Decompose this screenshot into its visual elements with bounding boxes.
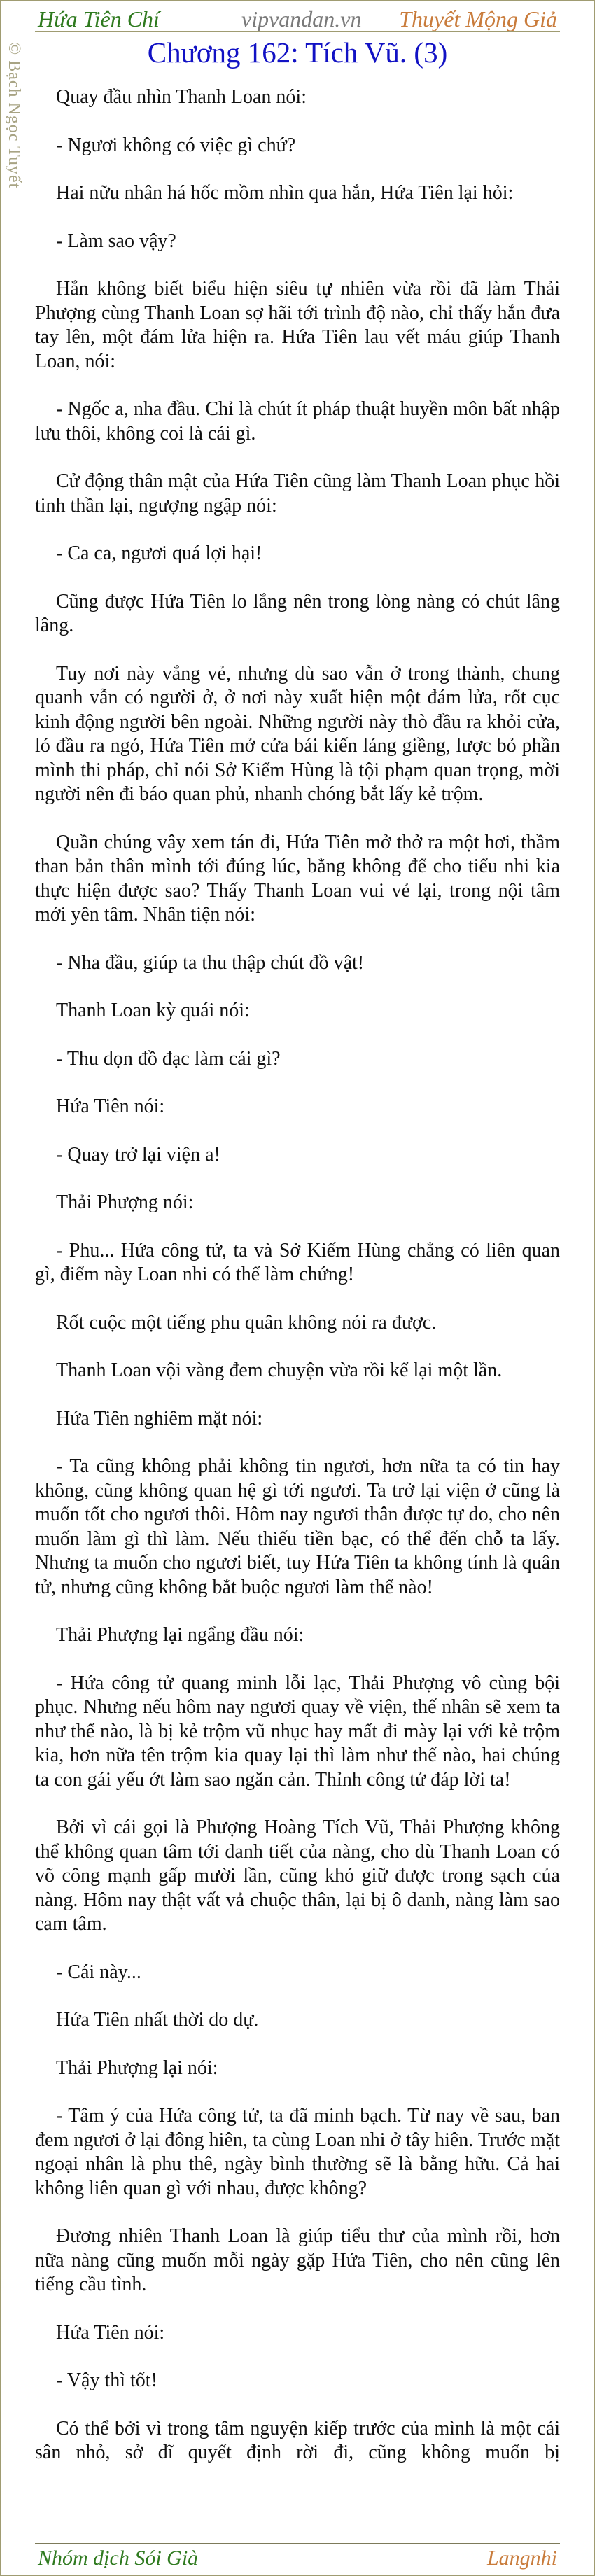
chapter-body <box>35 85 560 2543</box>
paragraph: Hứa Tiên nói: <box>56 2321 165 2344</box>
paragraph: - Ngốc a, nha đầu. Chỉ là chút ít pháp thuật huyền môn bất nhập lưu thôi, không coi là cái gì. <box>35 398 560 444</box>
paragraph: Cũng được Hứa Tiên lo lắng nên trong lòng nàng có chút lâng lâng. <box>35 590 560 636</box>
paragraph: - Thu dọn đồ đạc làm cái gì? <box>56 1047 281 1070</box>
book-title: Hứa Tiên Chí <box>38 6 160 31</box>
site-name: vipvandan.vn <box>241 6 362 31</box>
watermark-text: © Bạch Ngọc Tuyết <box>5 42 23 189</box>
paragraph: Thải Phượng lại nói: <box>56 2057 218 2079</box>
paragraph: - Vậy thì tốt! <box>56 2370 158 2391</box>
paragraph: Hứa Tiên nói: <box>56 1096 165 1117</box>
paragraph: Tuy nơi này vắng vẻ, nhưng dù sao vẫn ở trong thành, chung quanh vẫn có người ở, ở nơi này xuất hiện một đám lửa, rốt cục kinh động người bên ngoài. Những người này thò đầu ra khỏi cửa, ló đầu ra ngó, Hứa Tiên mở cửa bái kiến láng giềng, lược bỏ phần mình thi pháp, chỉ nói Sở Kiếm Hùng là tội phạm quan trọng, mời người nên đi báo quan phủ, nhanh chóng bắt lấy kẻ trộm. <box>35 662 560 805</box>
paragraph: - Tâm ý của Hứa công tử, ta đã minh bạch. Từ nay về sau, ban đem ngươi ở lại đông hiên, ta cùng Loan nhi ở tây hiên. Trước mặt ngoại nhân là phu thê, ngày bình thường sẽ là bằng hữu. Cả hai không liên quan gì với nhau, được không? <box>35 2105 560 2199</box>
paragraph: Quay đầu nhìn Thanh Loan nói: <box>56 86 307 108</box>
editor-name: Langnhi <box>486 2547 557 2570</box>
paragraph: Hứa Tiên nghiêm mặt nói: <box>56 1407 263 1429</box>
paragraph: - Quay trở lại viện a! <box>56 1143 220 1166</box>
paragraph: Thải Phượng lại ngẩng đầu nói: <box>56 1624 304 1646</box>
paragraph: Thải Phượng nói: <box>56 1191 194 1213</box>
paragraph: - Cái này... <box>56 1961 141 1983</box>
paragraph: Cử động thân mật của Hứa Tiên cũng làm Thanh Loan phục hồi tinh thần lại, ngượng ngập nói: <box>35 470 560 517</box>
paragraph: Hai nữu nhân há hốc mồm nhìn qua hắn, Hứa Tiên lại hỏi: <box>56 182 514 204</box>
paragraph: Bởi vì cái gọi là Phượng Hoàng Tích Vũ, Thải Phượng không thể không quan tâm tới danh tiết của nàng, cho dù Thanh Loan có võ công mạnh gấp mười lần, cũng khó giữ được trong sạch của nàng. Hôm nay thật vất vả chuộc thân, lại bị ô danh, nàng làm sao cam tâm. <box>35 1816 560 1935</box>
chapter-title: Chương 162: Tích Vũ. (3) <box>147 36 448 69</box>
paragraph: - Phu... Hứa công tử, ta và Sở Kiếm Hùng chẳng có liên quan gì, điểm này Loan nhi có thể làm chứng! <box>35 1239 560 1285</box>
paragraph: Thanh Loan kỳ quái nói: <box>56 1000 250 1021</box>
paragraph: Hứa Tiên nhất thời do dự. <box>56 2009 259 2031</box>
copyright-watermark <box>4 42 22 224</box>
paragraph: Rốt cuộc một tiếng phu quân không nói ra được. <box>56 1311 437 1334</box>
paragraph: Có thể bởi vì trong tâm nguyện kiếp trước của mình là một cái sân nhỏ, sở dĩ quyết định rời đi, cũng không muốn bị <box>35 2417 560 2463</box>
paragraph: Thanh Loan vội vàng đem chuyện vừa rồi kể lại một lần. <box>56 1359 503 1381</box>
page-footer <box>35 2543 560 2572</box>
translator-group: Nhóm dịch Sói Già <box>38 2547 199 2570</box>
paragraph: - Ngươi không có việc gì chứ? <box>56 134 296 156</box>
paragraph: - Ca ca, ngươi quá lợi hại! <box>56 542 262 564</box>
paragraph: - Làm sao vậy? <box>56 230 176 252</box>
paragraph: Đương nhiên Thanh Loan là giúp tiểu thư của mình rồi, hơn nữa nàng cũng muốn mỗi ngày gặp Hứa Tiên, cho nên cũng lên tiếng cầu tình. <box>35 2225 560 2295</box>
paragraph: Hắn không biết biểu hiện siêu tự nhiên vừa rồi đã làm Thải Phượng cùng Thanh Loan sợ hãi tới trình độ nào, chỉ thấy hắn đưa tay lên, một đám lửa hiện ra. Hứa Tiên lau vết máu giúp Thanh Loan, nói: <box>35 278 560 372</box>
paragraph: - Ta cũng không phải không tin ngươi, hơn nữa ta có tin hay không, cũng không quan hệ gì tới ngươi. Ta trở lại viện ở cũng là muốn tốt cho ngươi thôi. Hôm nay ngươi thân được tự do, cho nên muốn làm gì thì làm. Nếu thiếu tiền bạc, có thể đến chỗ ta lấy. Nhưng ta muốn cho ngươi biết, tuy Hứa Tiên ta không tính là quân tử, nhưng cũng không bắt buộc ngươi làm thế nào! <box>35 1455 560 1598</box>
page-header <box>35 4 560 32</box>
paragraph: - Hứa công tử quang minh lỗi lạc, Thải Phượng vô cùng bội phục. Nhưng nếu hôm nay ngươi quay về viện, thế nhân sẽ xem ta như thế nào, là bị kẻ trộm vũ nhục hay mất đi mày lại với kẻ trộm kia, hơn nữa tên trộm kia quay lại thì làm như thế nào, hai chúng ta con gái yếu ớt làm sao ngăn cản. Thỉnh công tử đáp lời ta! <box>35 1672 560 1791</box>
paragraph: - Nha đầu, giúp ta thu thập chút đồ vật! <box>56 951 365 974</box>
paragraph: Quần chúng vây xem tán đi, Hứa Tiên mở thở ra một hơi, thầm than bản thân mình tới đúng lúc, bằng không để cho tiểu nhi kia thực hiện được sao? Thấy Thanh Loan vui vẻ lại, trong nội tâm mới yên tâm. Nhân tiện nói: <box>35 831 560 925</box>
author-name: Thuyết Mộng Giả <box>399 6 557 31</box>
